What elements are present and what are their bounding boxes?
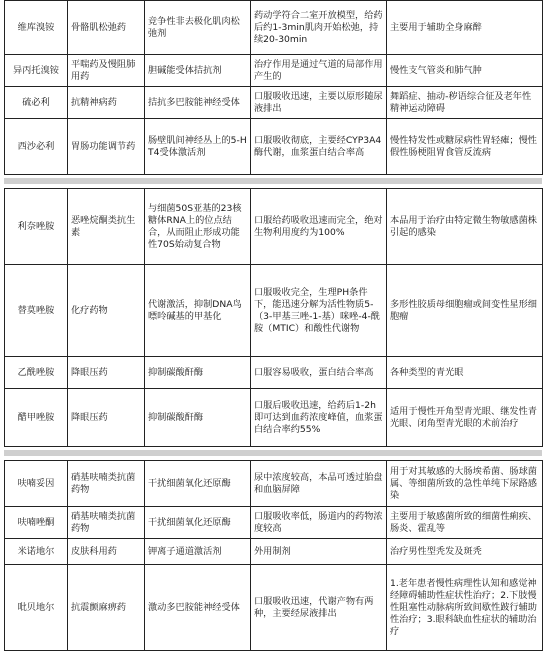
drug-table-section-3 [4,460,543,651]
drug-mechanism: 抑制碳酸酐酶 [145,389,251,447]
drug-indication: 主要用于敏感菌所致的细菌性痢疾、肠炎、霍乱等 [387,507,543,539]
drug-category: 硝基呋喃类抗菌药物 [68,461,145,507]
drug-pharmacokinetics: 口服后吸收迅速，给药后1-2h即可达到血药浓度峰值，血浆蛋白结合率约55% [251,389,387,447]
drug-name: 呋喃妥因 [5,461,68,507]
drug-category: 平喘药及慢阻肺用药 [68,55,145,87]
table-row [5,1,543,55]
table-row [5,265,543,357]
table-row [5,565,543,651]
table-row [5,507,543,539]
drug-pharmacokinetics: 口服给药吸收迅速而完全，绝对生物利用度约为100% [251,189,387,265]
drug-category: 化疗药物 [68,265,145,357]
drug-mechanism: 代谢激活，抑制DNA鸟嘌呤碱基的甲基化 [145,265,251,357]
drug-name: 替莫唑胺 [5,265,68,357]
drug-name: 维库溴铵 [5,1,68,55]
table-row [5,389,543,447]
drug-pharmacokinetics: 口服吸收彻底，主要经CYP3A4酶代谢，血浆蛋白结合率高 [251,119,387,175]
section-divider [4,450,542,456]
drug-category: 降眼压药 [68,357,145,389]
drug-pharmacokinetics: 口服吸收率低，肠道内的药物浓度较高 [251,507,387,539]
table-row [5,461,543,507]
drug-table-section-1 [4,0,543,175]
table-row [5,55,543,87]
drug-indication: 1.老年患者慢性病理性认知和感觉神经障碍辅助性症状性治疗；2.下肢慢性阻塞性动脉病所致间歇性跛行辅助性治疗；3.眼科缺血性症状的辅助治疗 [387,565,543,651]
drug-mechanism: 胆碱能受体拮抗剂 [145,55,251,87]
drug-mechanism: 拮抗多巴胺能神经受体 [145,87,251,119]
drug-mechanism: 竞争性非去极化肌肉松弛剂 [145,1,251,55]
drug-category: 恶唑烷酮类抗生素 [68,189,145,265]
drug-category: 骨骼肌松弛药 [68,1,145,55]
drug-name: 利奈唑胺 [5,189,68,265]
drug-mechanism: 激动多巴胺能神经受体 [145,565,251,651]
drug-pharmacokinetics: 药动学符合二室开放模型，给药后约1-3min肌肉开始松弛，持续20-30min [251,1,387,55]
drug-pharmacokinetics: 口服容易吸收，蛋白结合率高 [251,357,387,389]
drug-name: 西沙必利 [5,119,68,175]
drug-indication: 慢性特发性或糖尿病性胃轻瘫；慢性假性肠梗阻胃食管反流病 [387,119,543,175]
drug-mechanism: 与细菌50S亚基的23核糖体RNA上的位点结合，从而阻止形成功能性70S始动复合物 [145,189,251,265]
drug-pharmacokinetics: 外用制剂 [251,539,387,565]
drug-pharmacokinetics: 口服吸收迅速，主要以原形随尿液排出 [251,87,387,119]
drug-category: 抗震颤麻痹药 [68,565,145,651]
drug-table-section-2 [4,188,543,447]
drug-mechanism: 钾离子通道激活剂 [145,539,251,565]
drug-name: 呋喃唑酮 [5,507,68,539]
table-row [5,357,543,389]
drug-indication: 慢性支气管炎和肺气肿 [387,55,543,87]
drug-name: 醋甲唑胺 [5,389,68,447]
table-row [5,119,543,175]
drug-pharmacokinetics: 尿中浓度较高，本品可透过胎盘和血脑屏障 [251,461,387,507]
drug-indication: 舞蹈症、抽动-秽语综合征及老年性精神运动障碍 [387,87,543,119]
drug-pharmacokinetics: 治疗作用是通过气道的局部作用产生的 [251,55,387,87]
drug-indication: 本品用于治疗由特定微生物敏感菌株引起的感染 [387,189,543,265]
drug-mechanism: 抑制碳酸酐酶 [145,357,251,389]
drug-category: 胃肠功能调节药 [68,119,145,175]
drug-category: 皮肤科用药 [68,539,145,565]
drug-indication: 各种类型的青光眼 [387,357,543,389]
section-divider [4,178,542,184]
drug-indication: 多形性胶质母细胞瘤或间变性星形细胞瘤 [387,265,543,357]
drug-mechanism: 干扰细菌氧化还原酶 [145,461,251,507]
drug-mechanism: 干扰细菌氧化还原酶 [145,507,251,539]
drug-indication: 用于对其敏感的大肠埃希菌、肠球菌属、等细菌所致的急性单纯下尿路感染 [387,461,543,507]
table-row [5,87,543,119]
drug-name: 硫必利 [5,87,68,119]
drug-indication: 治疗男性型秃发及斑秃 [387,539,543,565]
drug-pharmacokinetics: 口服吸收迅速，代谢产物有两种，主要经尿液排出 [251,565,387,651]
drug-category: 抗精神病药 [68,87,145,119]
table-row [5,539,543,565]
drug-name: 乙酰唑胺 [5,357,68,389]
drug-category: 降眼压药 [68,389,145,447]
drug-name: 异丙托溴铵 [5,55,68,87]
drug-indication: 主要用于辅助全身麻醉 [387,1,543,55]
drug-mechanism: 肠壁肌间神经丛上的5-HT4受体激活剂 [145,119,251,175]
drug-name: 吡贝地尔 [5,565,68,651]
drug-pharmacokinetics: 口服吸收完全，生理PH条件下，能迅速分解为活性物质5-（3-甲基三唑-1-基）咪唑-4-酰胺（MTIC）和酸性代谢物 [251,265,387,357]
table-row [5,189,543,265]
drug-name: 米诺地尔 [5,539,68,565]
drug-category: 硝基呋喃类抗菌药物 [68,507,145,539]
drug-indication: 适用于慢性开角型青光眼、继发性青光眼、闭角型青光眼的术前治疗 [387,389,543,447]
